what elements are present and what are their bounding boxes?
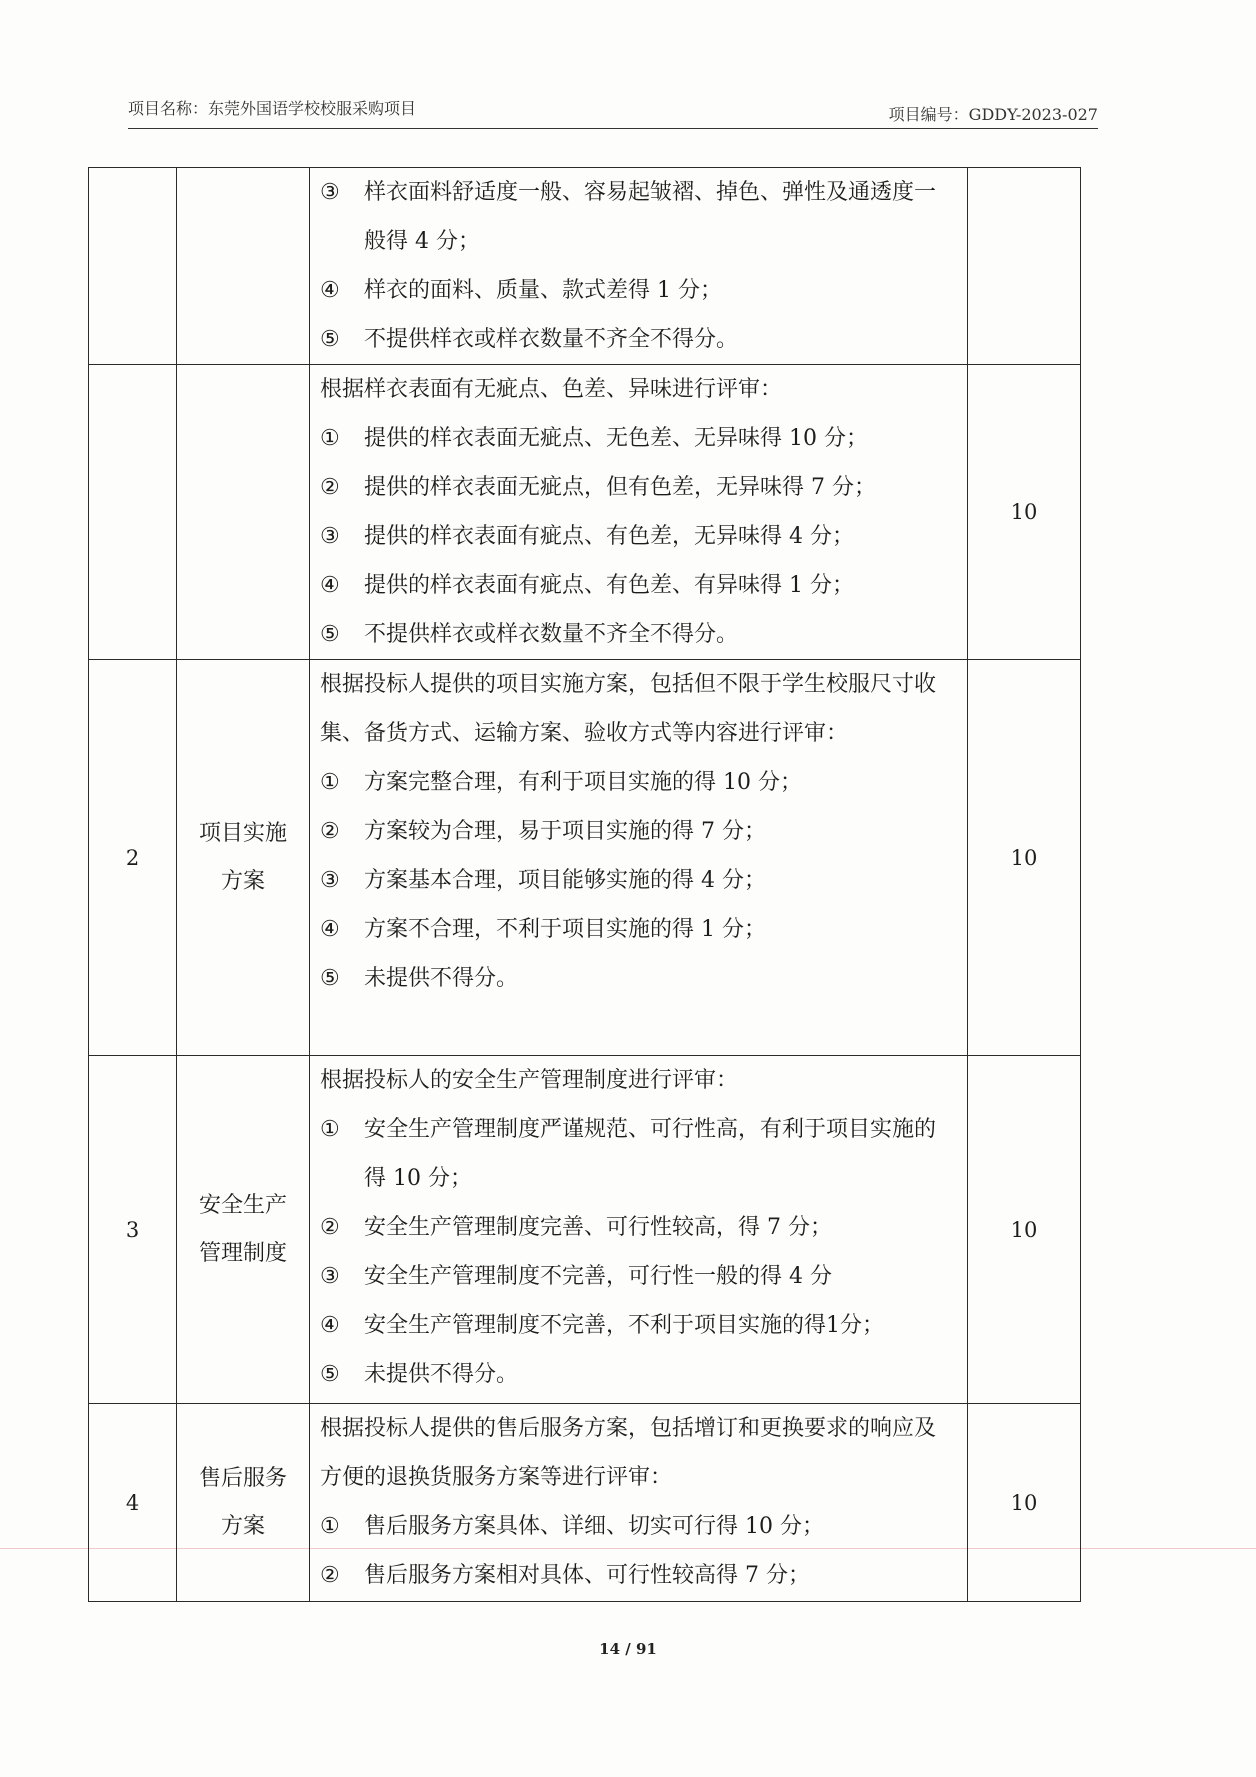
criteria-item-marker: ③ (320, 1264, 340, 1289)
row-item-name (177, 168, 310, 365)
criteria-item-text: 安全生产管理制度不完善，可行性一般的得 4 分 (364, 1264, 832, 1289)
criteria-item-text: 样衣面料舒适度一般、容易起皱褶、掉色、弹性及通透度一般得 4 分； (364, 180, 937, 254)
criteria-intro: 根据样衣表面有无疵点、色差、异味进行评审： (320, 377, 783, 402)
row-score (968, 168, 1081, 365)
criteria-intro: 根据投标人提供的项目实施方案，包括但不限于学生校服尺寸收集、备货方式、运输方案、验收方式等内容进行评审： (320, 672, 937, 746)
row-number (89, 168, 177, 365)
criteria-item-marker: ② (320, 1563, 340, 1588)
criteria-item-text: 提供的样衣表面有疵点、有色差、有异味得 1 分； (364, 573, 854, 598)
row-score: 10 (968, 1404, 1081, 1602)
row-criteria (310, 365, 968, 660)
item-name-line: 项目实施 (198, 820, 287, 846)
item-name-line: 方案 (220, 1513, 265, 1539)
criteria-item (320, 463, 955, 512)
criteria-item-marker: ① (320, 770, 340, 795)
criteria-item (320, 1203, 955, 1252)
project-number: 项目编号：GDDY-2023-027 (888, 105, 1098, 124)
criteria-item-text: 方案基本合理，项目能够实施的得 4 分； (364, 868, 766, 893)
criteria-item (320, 315, 955, 364)
criteria-item (320, 1301, 955, 1350)
criteria-item (320, 856, 955, 905)
page-number: 14 / 91 (599, 1640, 657, 1658)
row-criteria (310, 1404, 968, 1602)
criteria-item-text: 样衣的面料、质量、款式差得 1 分； (364, 278, 722, 303)
criteria-item-text: 未提供不得分。 (364, 966, 519, 991)
criteria-item-text: 方案完整合理，有利于项目实施的得 10 分； (364, 770, 802, 795)
criteria-item-marker: ① (320, 1514, 340, 1539)
criteria-item-marker: ⑤ (320, 966, 340, 991)
criteria-item-text: 安全生产管理制度不完善，不利于项目实施的得1分； (364, 1313, 884, 1338)
criteria-item-text: 安全生产管理制度完善、可行性较高，得 7 分； (364, 1215, 832, 1240)
row-item-name (177, 1056, 310, 1404)
item-name-line: 方案 (220, 868, 265, 894)
row-score: 10 (968, 1056, 1081, 1404)
row-number: 4 (89, 1404, 177, 1602)
item-name-line: 安全生产 (198, 1192, 287, 1218)
criteria-item-marker: ④ (320, 917, 340, 942)
row-criteria (310, 1056, 968, 1404)
row-item-name (177, 660, 310, 1056)
criteria-item (320, 905, 955, 954)
criteria-item (320, 758, 955, 807)
table-row (89, 168, 1081, 365)
criteria-item-marker: ④ (320, 278, 340, 303)
criteria-item-text: 安全生产管理制度严谨规范、可行性高，有利于项目实施的得 10 分； (364, 1117, 937, 1191)
scoring-table-body (89, 168, 1081, 1602)
criteria-item (320, 1252, 955, 1301)
criteria-item-marker: ④ (320, 1313, 340, 1338)
criteria-item-marker: ② (320, 819, 340, 844)
criteria-item-marker: ③ (320, 180, 340, 205)
row-criteria (310, 168, 968, 365)
criteria-item-marker: ② (320, 475, 340, 500)
project-name: 项目名称：东莞外国语学校校服采购项目 (128, 99, 417, 118)
criteria-item-text: 提供的样衣表面无疵点、无色差、无异味得 10 分； (364, 426, 868, 451)
table-row (89, 365, 1081, 660)
criteria-item-text: 提供的样衣表面有疵点、有色差，无异味得 4 分； (364, 524, 854, 549)
table-row (89, 660, 1081, 1056)
criteria-item (320, 266, 955, 315)
item-name-line: 售后服务 (198, 1465, 287, 1491)
criteria-item (320, 561, 955, 610)
criteria-item (320, 1105, 955, 1203)
criteria-item (320, 512, 955, 561)
criteria-item (320, 1502, 955, 1551)
criteria-item-marker: ③ (320, 524, 340, 549)
criteria-item-marker: ④ (320, 573, 340, 598)
criteria-item-marker: ② (320, 1215, 340, 1240)
criteria-item (320, 168, 955, 266)
criteria-item-text: 未提供不得分。 (364, 1362, 519, 1387)
criteria-item-marker: ① (320, 1117, 340, 1142)
criteria-item-text: 售后服务方案具体、详细、切实可行得 10 分； (364, 1514, 824, 1539)
criteria-intro: 根据投标人提供的售后服务方案，包括增订和更换要求的响应及方便的退换货服务方案等进行评审： (320, 1416, 937, 1490)
table-row (89, 1404, 1081, 1602)
row-item-name (177, 365, 310, 660)
row-item-name (177, 1404, 310, 1602)
criteria-intro: 根据投标人的安全生产管理制度进行评审： (320, 1068, 739, 1093)
criteria-item-text: 提供的样衣表面无疵点，但有色差，无异味得 7 分； (364, 475, 876, 500)
criteria-item-text: 售后服务方案相对具体、可行性较高得 7 分； (364, 1563, 810, 1588)
criteria-item-text: 方案不合理，不利于项目实施的得 1 分； (364, 917, 766, 942)
criteria-item-text: 不提供样衣或样衣数量不齐全不得分。 (364, 327, 739, 352)
row-number (89, 365, 177, 660)
row-number: 3 (89, 1056, 177, 1404)
criteria-item (320, 610, 955, 659)
item-name-line: 管理制度 (198, 1240, 287, 1266)
criteria-item-marker: ① (320, 426, 340, 451)
criteria-item (320, 1350, 955, 1399)
criteria-item (320, 954, 955, 1003)
scoring-table (88, 167, 1081, 1602)
criteria-item-marker: ⑤ (320, 1362, 340, 1387)
criteria-item-marker: ③ (320, 868, 340, 893)
row-criteria (310, 660, 968, 1056)
criteria-item (320, 414, 955, 463)
criteria-item-marker: ⑤ (320, 327, 340, 352)
criteria-item-marker: ⑤ (320, 622, 340, 647)
page-header (128, 88, 1098, 129)
criteria-item (320, 807, 955, 856)
row-number: 2 (89, 660, 177, 1056)
row-score: 10 (968, 365, 1081, 660)
criteria-item-text: 方案较为合理，易于项目实施的得 7 分； (364, 819, 766, 844)
table-row (89, 1056, 1081, 1404)
criteria-item (320, 1551, 955, 1600)
row-score: 10 (968, 660, 1081, 1056)
criteria-item-text: 不提供样衣或样衣数量不齐全不得分。 (364, 622, 739, 647)
